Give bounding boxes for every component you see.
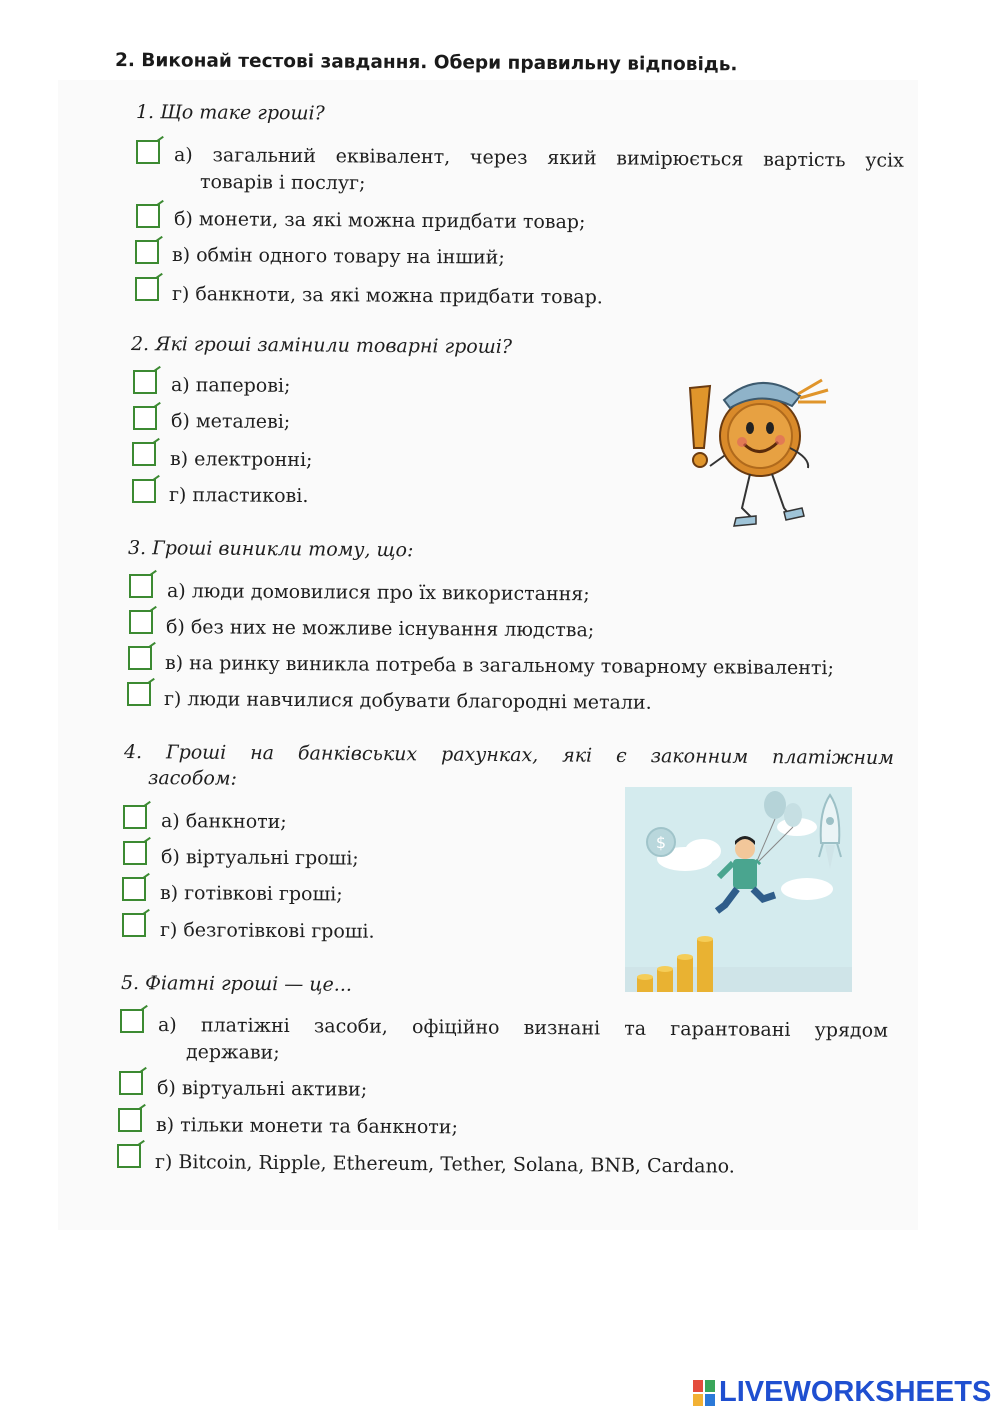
q4-option-g: г) безготівкові гроші. — [159, 919, 375, 943]
word: який — [547, 146, 597, 170]
q4-option-b: б) віртуальні гроші; — [160, 846, 359, 870]
q5-option-a-checkbox[interactable] — [120, 1009, 144, 1033]
word: офіційно — [411, 1015, 500, 1039]
q3-option-v-checkbox[interactable] — [128, 646, 152, 670]
task-heading: 2. Виконай тестові завдання. Обери правильну відповідь. — [114, 50, 738, 76]
word: законним — [650, 745, 749, 768]
q2-option-g: г) пластикові. — [168, 484, 309, 508]
word: 4. — [123, 741, 143, 764]
word: визнані — [523, 1016, 601, 1040]
word: платіжним — [771, 746, 894, 770]
q1-option-a-checkbox[interactable] — [136, 140, 160, 164]
q3-option-a: а) люди домовилися про їх використання; — [166, 580, 590, 606]
q1-option-v: в) обмін одного товару на інший; — [171, 244, 505, 269]
q5-option-v-checkbox[interactable] — [118, 1108, 142, 1132]
word: на — [250, 741, 275, 765]
word: засоби, — [313, 1015, 388, 1038]
word: через — [469, 146, 528, 169]
q5-option-g-checkbox[interactable] — [117, 1144, 141, 1168]
q2-option-b-checkbox[interactable] — [133, 406, 157, 430]
q5-option-b: б) віртуальні активи; — [156, 1077, 368, 1101]
word: урядом — [814, 1019, 888, 1042]
word: банківських — [297, 742, 418, 766]
q5-option-a-cont: держави; — [185, 1041, 280, 1064]
word: які — [562, 744, 593, 767]
q5-option-b-checkbox[interactable] — [119, 1071, 143, 1095]
liveworksheets-logo[interactable] — [693, 1376, 991, 1409]
q2-option-g-checkbox[interactable] — [132, 479, 156, 503]
q5-option-g: г) Bitcoin, Ripple, Ethereum, Tether, Solana, BNB, Cardano. — [154, 1151, 735, 1178]
word: а) — [173, 144, 193, 167]
logo-text: LIVEWORKSHEETS — [719, 1376, 992, 1408]
word: еквівалент, — [335, 145, 451, 169]
word: рахунках, — [440, 743, 539, 767]
word: Гроші — [165, 741, 227, 764]
q3-option-a-checkbox[interactable] — [129, 574, 153, 598]
q4-option-b-checkbox[interactable] — [123, 841, 147, 865]
word: гарантовані — [670, 1018, 791, 1041]
word: та — [624, 1017, 647, 1040]
word: вартість — [763, 148, 846, 172]
q1-option-b-checkbox[interactable] — [136, 204, 160, 228]
question-4-title-cont: засобом: — [147, 767, 238, 790]
word: платіжні — [200, 1014, 290, 1038]
question-2-title: 2. Які гроші замінили товарні гроші? — [130, 333, 513, 358]
businessman-growth-illustration — [625, 787, 852, 992]
word: вимірюється — [616, 147, 744, 171]
q1-option-g-checkbox[interactable] — [135, 277, 159, 301]
q3-option-g: г) люди навчилися добувати благородні метали. — [163, 688, 652, 714]
q4-option-v: в) готівкові гроші; — [159, 882, 343, 906]
q2-option-v: в) електронні; — [169, 448, 313, 472]
q2-option-a-checkbox[interactable] — [133, 370, 157, 394]
word: усіх — [865, 149, 904, 172]
question-1-title: 1. Що таке гроші? — [135, 101, 325, 125]
logo-mark-icon — [693, 1380, 715, 1406]
q2-option-a: а) паперові; — [170, 374, 291, 397]
exclamation-sign — [690, 386, 710, 467]
coin-mascot-illustration — [680, 368, 840, 538]
q4-option-a: а) банкноти; — [160, 810, 287, 833]
q1-option-a-cont: товарів і послуг; — [199, 171, 366, 195]
question-5-title: 5. Фіатні гроші — це... — [120, 972, 353, 996]
word: загальний — [212, 144, 317, 168]
q3-option-v: в) на ринку виникла потреба в загальному товарному еквіваленті; — [164, 652, 835, 680]
q2-option-v-checkbox[interactable] — [132, 442, 156, 466]
q1-option-v-checkbox[interactable] — [135, 240, 159, 264]
q4-option-a-checkbox[interactable] — [123, 805, 147, 829]
dollar-sign: $ — [655, 833, 667, 852]
q1-option-b: б) монети, за які можна придбати товар; — [173, 208, 586, 234]
q2-option-b: б) металеві; — [170, 410, 291, 433]
question-3-title: 3. Гроші виникли тому, що: — [127, 537, 414, 562]
q3-option-b-checkbox[interactable] — [129, 610, 153, 634]
q5-option-v: в) тільки монети та банкноти; — [155, 1114, 459, 1139]
q4-option-g-checkbox[interactable] — [122, 913, 146, 937]
q3-option-b: б) без них не можливе існування людства; — [165, 616, 595, 642]
word: а) — [157, 1014, 177, 1037]
q3-option-g-checkbox[interactable] — [127, 682, 151, 706]
q4-option-v-checkbox[interactable] — [122, 877, 146, 901]
q1-option-g: г) банкноти, за які можна придбати товар. — [171, 283, 603, 309]
word: є — [615, 744, 627, 767]
